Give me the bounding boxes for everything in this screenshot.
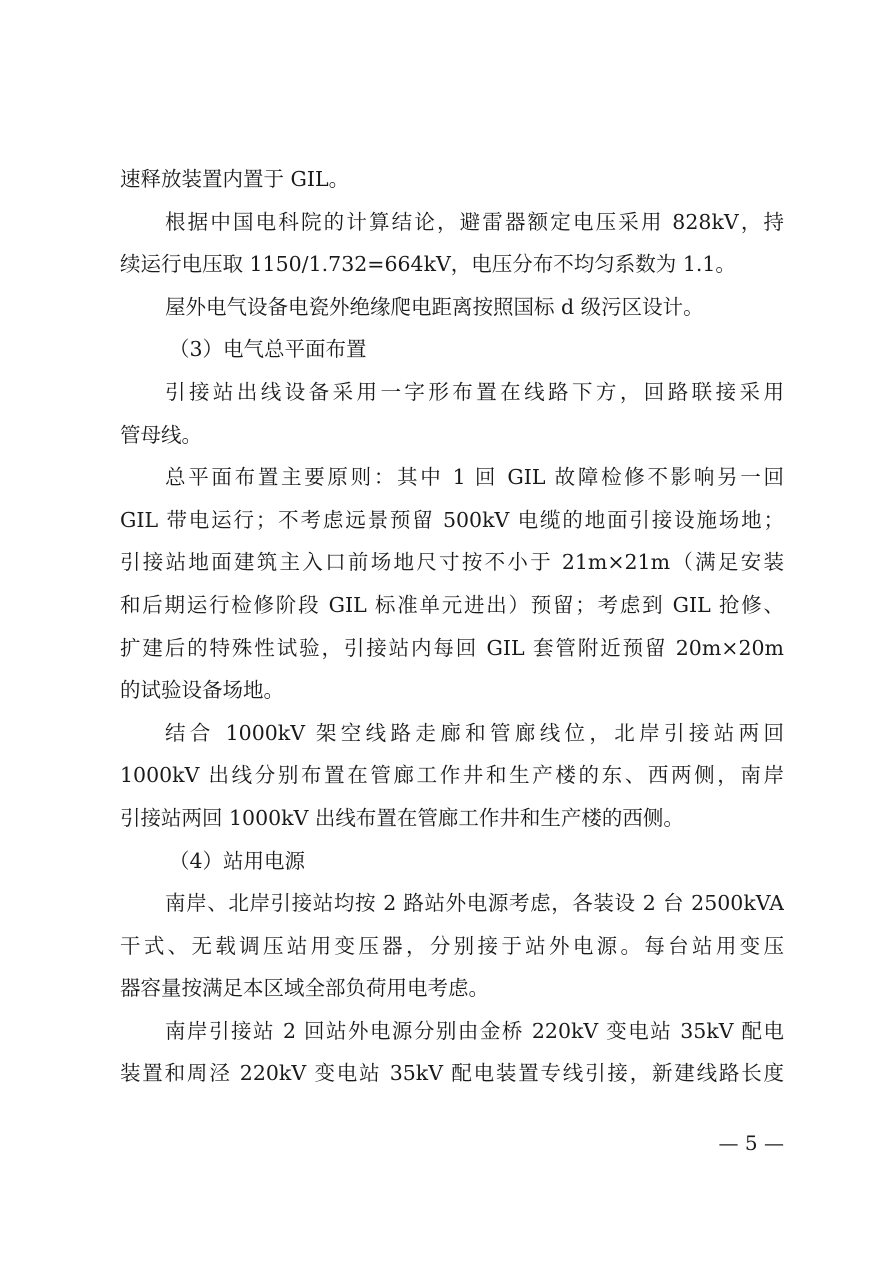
section-heading-station-power: （4）站用电源: [169, 848, 306, 873]
paragraph-power-line-2: 干式、无载调压站用变压器，分别接于站外电源。每台站用变压: [120, 933, 784, 958]
paragraph-arrester-line-1: 根据中国电科院的计算结论，避雷器额定电压采用 828kV，持: [165, 209, 784, 234]
paragraph-insulation: 屋外电气设备电瓷外绝缘爬电距离按照国标 d 级污区设计。: [165, 294, 704, 319]
page-number-text: — 5 —: [718, 1131, 784, 1155]
paragraph-power-line-3: 器容量按满足本区域全部负荷用电考虑。: [120, 976, 489, 1001]
paragraph-continuation: 速释放装置内置于 GIL。: [120, 167, 350, 191]
paragraph-south-source-line-2: 装置和周泾 220kV 变电站 35kV 配电装置专线引接，新建线路长度: [120, 1061, 784, 1086]
paragraph-south-source-line-1: 南岸引接站 2 回站外电源分别由金桥 220kV 变电站 35kV 配电: [165, 1018, 784, 1043]
paragraph-principles-line-6: 的试验设备场地。: [120, 678, 284, 703]
paragraph-corridor-line-1: 结合 1000kV 架空线路走廊和管廊线位，北岸引接站两回: [165, 720, 784, 745]
paragraph-outgoing-line-1: 引接站出线设备采用一字形布置在线路下方，回路联接采用: [165, 379, 784, 404]
paragraph-power-line-1: 南岸、北岸引接站均按 2 路站外电源考虑，各装设 2 台 2500kVA: [165, 891, 784, 916]
paragraph-principles-line-5: 扩建后的特殊性试验，引接站内每回 GIL 套管附近预留 20m×20m: [120, 635, 784, 660]
paragraph-principles-line-3: 引接站地面建筑主入口前场地尺寸按不小于 21m×21m（满足安装: [120, 550, 784, 575]
section-heading-layout: （3）电气总平面布置: [169, 337, 367, 362]
paragraph-outgoing-line-2: 管母线。: [120, 422, 202, 447]
paragraph-corridor-line-3: 引接站两回 1000kV 出线布置在管廊工作井和生产楼的西侧。: [120, 805, 684, 830]
paragraph-principles-line-4: 和后期运行检修阶段 GIL 标准单元进出）预留；考虑到 GIL 抢修、: [120, 592, 784, 617]
paragraph-principles-line-1: 总平面布置主要原则：其中 1 回 GIL 故障检修不影响另一回: [165, 465, 784, 490]
page-number: [0, 1128, 892, 1158]
document-body: [120, 158, 784, 1095]
paragraph-corridor-line-2: 1000kV 出线分别布置在管廊工作井和生产楼的东、西两侧，南岸: [120, 763, 784, 788]
paragraph-arrester-line-2: 续运行电压取 1150/1.732=664kV，电压分布不均匀系数为 1.1。: [120, 252, 736, 277]
paragraph-principles-line-2: GIL 带电运行；不考虑远景预留 500kV 电缆的地面引接设施场地；: [120, 507, 784, 532]
